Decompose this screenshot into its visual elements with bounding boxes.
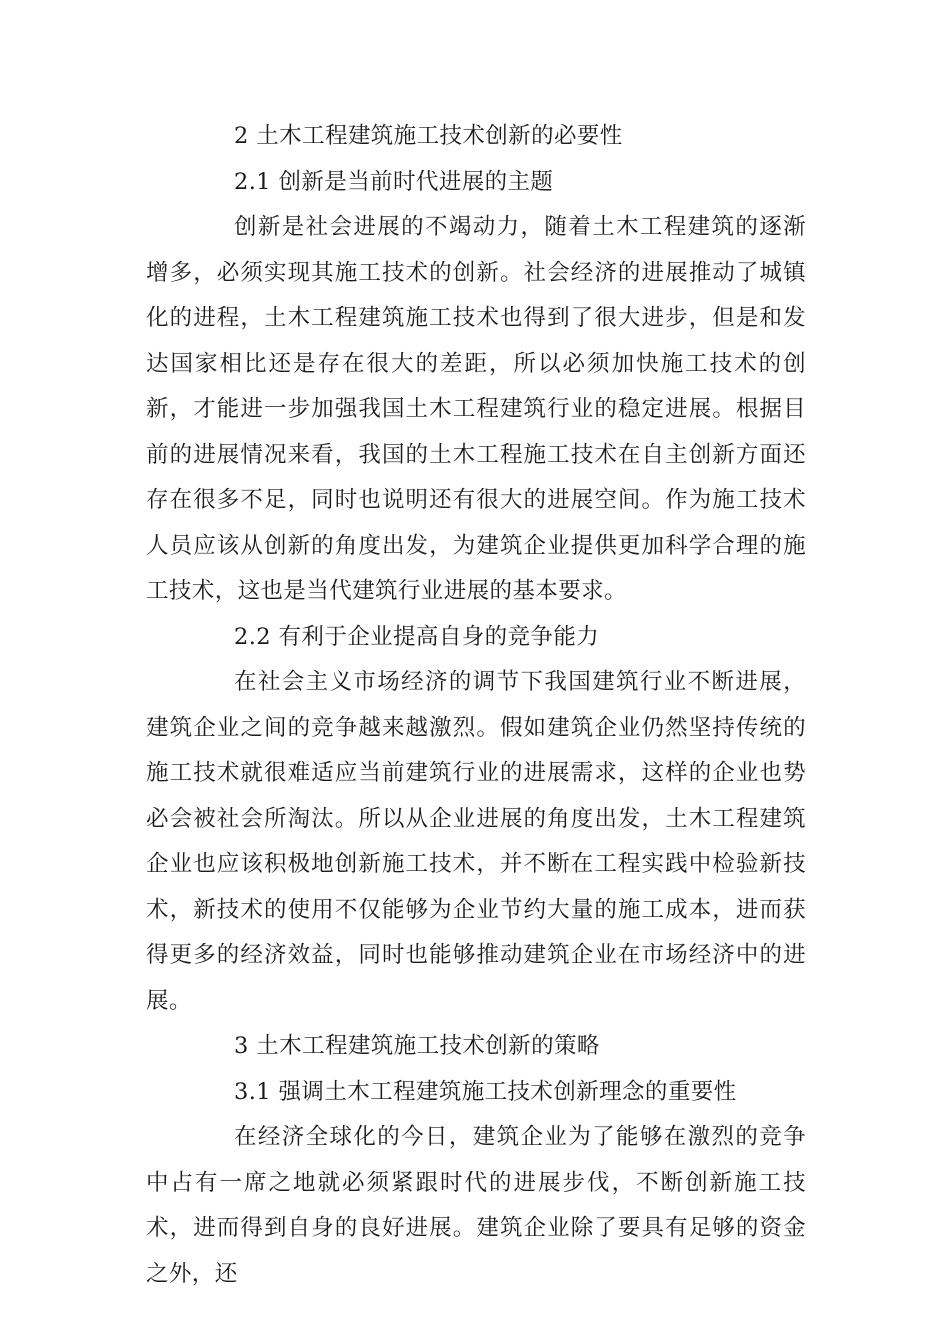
paragraph-2-1: 创新是社会进展的不竭动力，随着土木工程建筑的逐渐增多，必须实现其施工技术的创新。社会经济的进展推动了城镇化的进程，土木工程建筑施工技术也得到了很大进步，但是和发达国家相比还是存在很大的差距，所以必须加快施工技术的创新，才能进一步加强我国土木工程建筑行业的稳定进展。根据目前的进展情况来看，我国的土木工程施工技术在自主创新方面还存在很多不足，同时也说明还有很大的进展空间。作为施工技术人员应该从创新的角度出发，为建筑企业提供更加科学合理的施工技术，这也是当代建筑行业进展的基本要求。	[146, 214, 806, 604]
subsection-heading-2-2: 2.2 有利于企业提高自身的竞争能力	[234, 623, 600, 650]
paragraph-3-1: 在经济全球化的今日，建筑企业为了能够在激烈的竞争中占有一席之地就必须紧跟时代的进展步伐，不断创新施工技术，进而得到自身的良好进展。建筑企业除了要具有足够的资金之外，还	[146, 1124, 806, 1287]
document-body	[146, 114, 806, 1297]
subsection-heading-3-1: 3.1 强调土木工程建筑施工技术创新理念的重要性	[234, 1078, 737, 1105]
paragraph-2-2: 在社会主义市场经济的调节下我国建筑行业不断进展，建筑企业之间的竞争越来越激烈。假如建筑企业仍然坚持传统的施工技术就很难适应当前建筑行业的进展需求，这样的企业也势必会被社会所淘汰。所以从企业进展的角度出发，土木工程建筑企业也应该积极地创新施工技术，并不断在工程实践中检验新技术，新技术的使用不仅能够为企业节约大量的施工成本，进而获得更多的经济效益，同时也能够推动建筑企业在市场经济中的进展。	[146, 669, 806, 1014]
section-heading-2: 2 土木工程建筑施工技术创新的必要性	[234, 123, 623, 149]
subsection-heading-2-1: 2.1 创新是当前时代进展的主题	[234, 168, 554, 195]
section-heading-3: 3 土木工程建筑施工技术创新的策略	[234, 1033, 600, 1059]
